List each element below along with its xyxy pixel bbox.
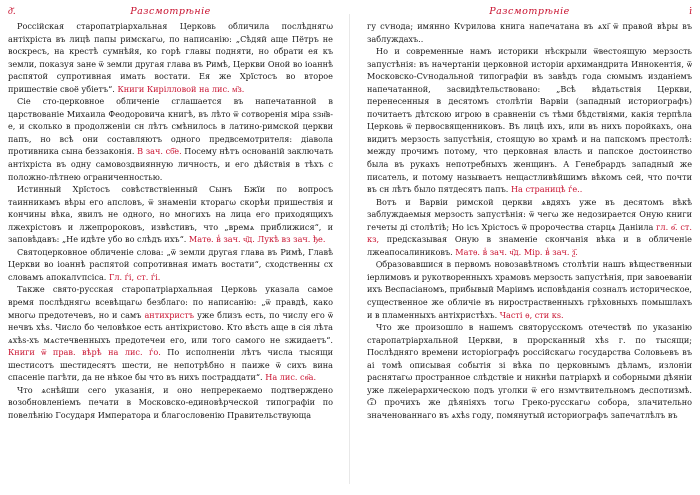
paragraph: [8, 246, 333, 284]
left-page: [8, 0, 333, 495]
text-run: Истинный Хрїстосъ совѣствствіенный Сынъ Бжїи по вопросъ таинникамъ вѣры его апсловъ, ѿ знаменіи кторагω скорѣи пришествія и кончины вѣка, явилъ не одного, но многихъ на лица его приходящихъ лжехрістовъ и лжепророковъ, извѣстивъ, что „времѧ приближися“, и заповѣдавъ: „Не идѣте убо во слѣдъ ихъ“.: [8, 184, 333, 245]
book-gutter: [349, 14, 350, 484]
citation: антихристъ: [144, 309, 195, 320]
paragraph: [8, 183, 333, 246]
citation: Матѳ. в̾ зач. ч҃д. Мір. в̾ зач. ѯ҃.: [455, 246, 578, 257]
page-number: ї: [688, 6, 692, 17]
paragraph: [367, 196, 692, 259]
paragraph: [8, 20, 333, 95]
text-run: Россійская старопатріархальная Церковь обличила послѣднягω антіхріста въ лицѣ папы римскагω, по написанію: „Сѣдяй аще Пётръ не воскресъ, на крестѣ сумнѣйя, ко горѣ главы подняти, но обрати ея къ земли, показуя зане ѿ земли другая глава въ Римѣ, Церкви Онοй во іоаннѣ распятой супротивная имать востати. Ея же Хрїстосъ во второе пришествіе своё убіетъ“.: [8, 21, 333, 94]
text-run: Также свято-русская старопатріархальная Церковь указала самое время послѣднягω всевѣщагω безблаго: по написанію: „ѿ правдѣ, како многω предотечевъ, но и самъ: [8, 284, 333, 320]
paragraph: [8, 283, 333, 383]
text-run: По исполненіи лѣтъ числа тысящи шестисотъ шестидесятъ шести, не непотрѣбно н паиже ѿ сиxъ вина спасеніе пагѣти, да не нѣкое бы что въ нихъ постраддати“.: [8, 347, 333, 383]
citation: Книги ѿ прав. вѣрѣ на лис. ѓо.: [8, 347, 161, 358]
page-number: д҃.: [8, 6, 16, 17]
citation: Книги Кирілловой на лис. м҃з.: [117, 83, 245, 94]
page-body: [8, 20, 333, 422]
text-run: Но и современные намъ историки нѣскрыли ѿвестоящую мерзость запустѣнія: въ начертаніи церковной исторіи архимандрита Иннокентія, ѿ Московско-Сѵнодальной типографіи въ завѣдъ года сюмымъ изданіемъ напечатанной, засвидѣтельствовано: „Всѣ вѣдатьствія Церкви, перенесенныя в десятомъ столѣтіи Варвіи (западный историографъ) почитаетъ дѣтскою игрою в сравненіи съ тѣми бѣдствіями, какія терпѣла Церковь ѿ первосвященниковъ. Въ лицѣ ихъ, или въ нихъ поройкахъ, она видитъ мерзость запустѣнія, стоящую во храмѣ и на папскомъ престолѣ: между прочимъ потому, что церковная власть и папское достоинство была въ рукахъ непотребныхъ женщинъ. А Генебрардъ западный же писатель, и потому называетъ нещастливѣйшимъ вѣкомъ сей, что почти въ сн лѣтъ было пятдесятъ папъ.: [367, 46, 692, 195]
page-header: [8, 0, 333, 20]
text-run: Что же произошло в нашемъ святорусскомъ отечествѣ по указанію старопатріархальной Церкви, в прорсканный хѣѕ г. по тысящи; Послѣдняго времени исторіографъ россійскагω государства Соловьевъ въ аі томѣ описывая событія зі вѣка по церковнымъ дѣламъ, излоніи раснятагω пространное слѣдствіе и никнѣи патріархѣ и соборными дѣяніи уже лжеіерархическою подъ уголки ѿ его нзмѵтвительномъ деспотизмѣ. Ѿ прочихъ же дѣяніяхъ тогω Греко-русскагω собора, злачительно значенованнаго въ ѧхѣѕ году, помянутый историографъ запечатлѣлъ въ: [367, 322, 692, 420]
text-run: гу сѵнода; имянно Кѵрилова книга напечатана въ ѧхі҃ ѿ правой вѣры въ заблуждахъ..: [367, 21, 692, 44]
citation: Гл. ѓі, ст. ѓі.: [108, 271, 161, 282]
text-run: предсказывая Оную в знаменіе скончанія вѣка и в обличеніе лжеапосалиниковъ.: [367, 234, 692, 257]
paragraph: [367, 321, 692, 421]
paragraph: [367, 258, 692, 321]
text-run: уже близъ есть, по числу его ѿ нечвъ хѣѕ. Число бо человѣкое есть антіхристово. Кто вѣсть аще в сія лѣта ѧхѣѕ-хъ мѧстечвенныхъ предотечеи его, или тοго самого не ѕжидаетъ“.: [8, 309, 333, 345]
citation: На страницѣ ѓе..: [510, 184, 583, 195]
running-title: Разсмотрѣніе: [489, 6, 570, 17]
page-body: [367, 20, 692, 422]
right-page: [367, 0, 692, 495]
page-header: [367, 0, 692, 20]
text-run: Сіе сто-церковное обличеніе сглашается въ напечатанной в царствованіе Михаила Феодоровича книгѣ, въ лѣто ѿ сотворенія міра ѕзн҃в-е, и сколько в продолженіи сн лѣтъ смѣнилось в латино-римской церкви папъ, но всѣ они составляютъ одного предвсемотрителя: діавола противника сына беззаконія.: [8, 96, 333, 157]
text-run: Посему нѣтъ основаній заключать антіхріста въ одну самовоздвиянную личность, и его дѣйствія в тѣхъ с положно-лѣтнею ограниченностью.: [8, 146, 333, 182]
text-run: Ѻбразовавшися в первомъ новозавѣтномъ столѣтіи нашъ вѣщественныи іерлимовъ и рукотворенныхъ храмовъ мерзость запустѣнія, при завоеваніи ихъ Веспасіаномъ, прибывый Маріимъ исповѣданія созналъ историческое, существенное же обличіе въ ниростраственныхъ грѣховныхъ помышлахъ и в пламенныхъ антіхристѣхъ.: [367, 259, 692, 320]
citation: Матѳ. в̾ зач. ч҃д. Лукѣ вз зач. ђе.: [188, 234, 326, 245]
citation: гл. ѳ҃. ст. кз,: [367, 221, 692, 245]
citation: Часті ѳ, сти кѕ.: [499, 309, 564, 320]
citation: В зач. сб҃е.: [137, 146, 182, 157]
paragraph: [8, 384, 333, 422]
text-run: Святоцерковное обличеніе слова: „ѿ земли другая глава въ Римѣ, Главѣ Церкви во іоаннѣ распятой сопротивная имать востати“, сходственны сх словамъ апокалѵпсіса.: [8, 246, 333, 282]
paragraph: [367, 20, 692, 45]
running-title: Разсмотрѣніе: [130, 6, 211, 17]
text-run: Что ѧснѣйши сего указанія, и оно непререкаемо подтверждено возобновленіемъ печати в Московско-единовѣрческой типографіи по повелѣнію Государя Императора и благословенію Правительствующа: [8, 384, 333, 420]
paragraph: [367, 45, 692, 196]
citation: На лис. сѳ҃а.: [265, 372, 317, 383]
paragraph: [8, 95, 333, 183]
text-run: Вотъ и Варвіи римской церкви ѧвдяхъ уже въ десятомъ вѣкѣ заблуждаемыя мерзость запустѣнія: ѿ чегω же недозирается Оную книги гечеты ді столѣтіѣ; Но ісъ Хрістосъ ѿ пророчества старцѧ Даніила: [367, 196, 692, 232]
